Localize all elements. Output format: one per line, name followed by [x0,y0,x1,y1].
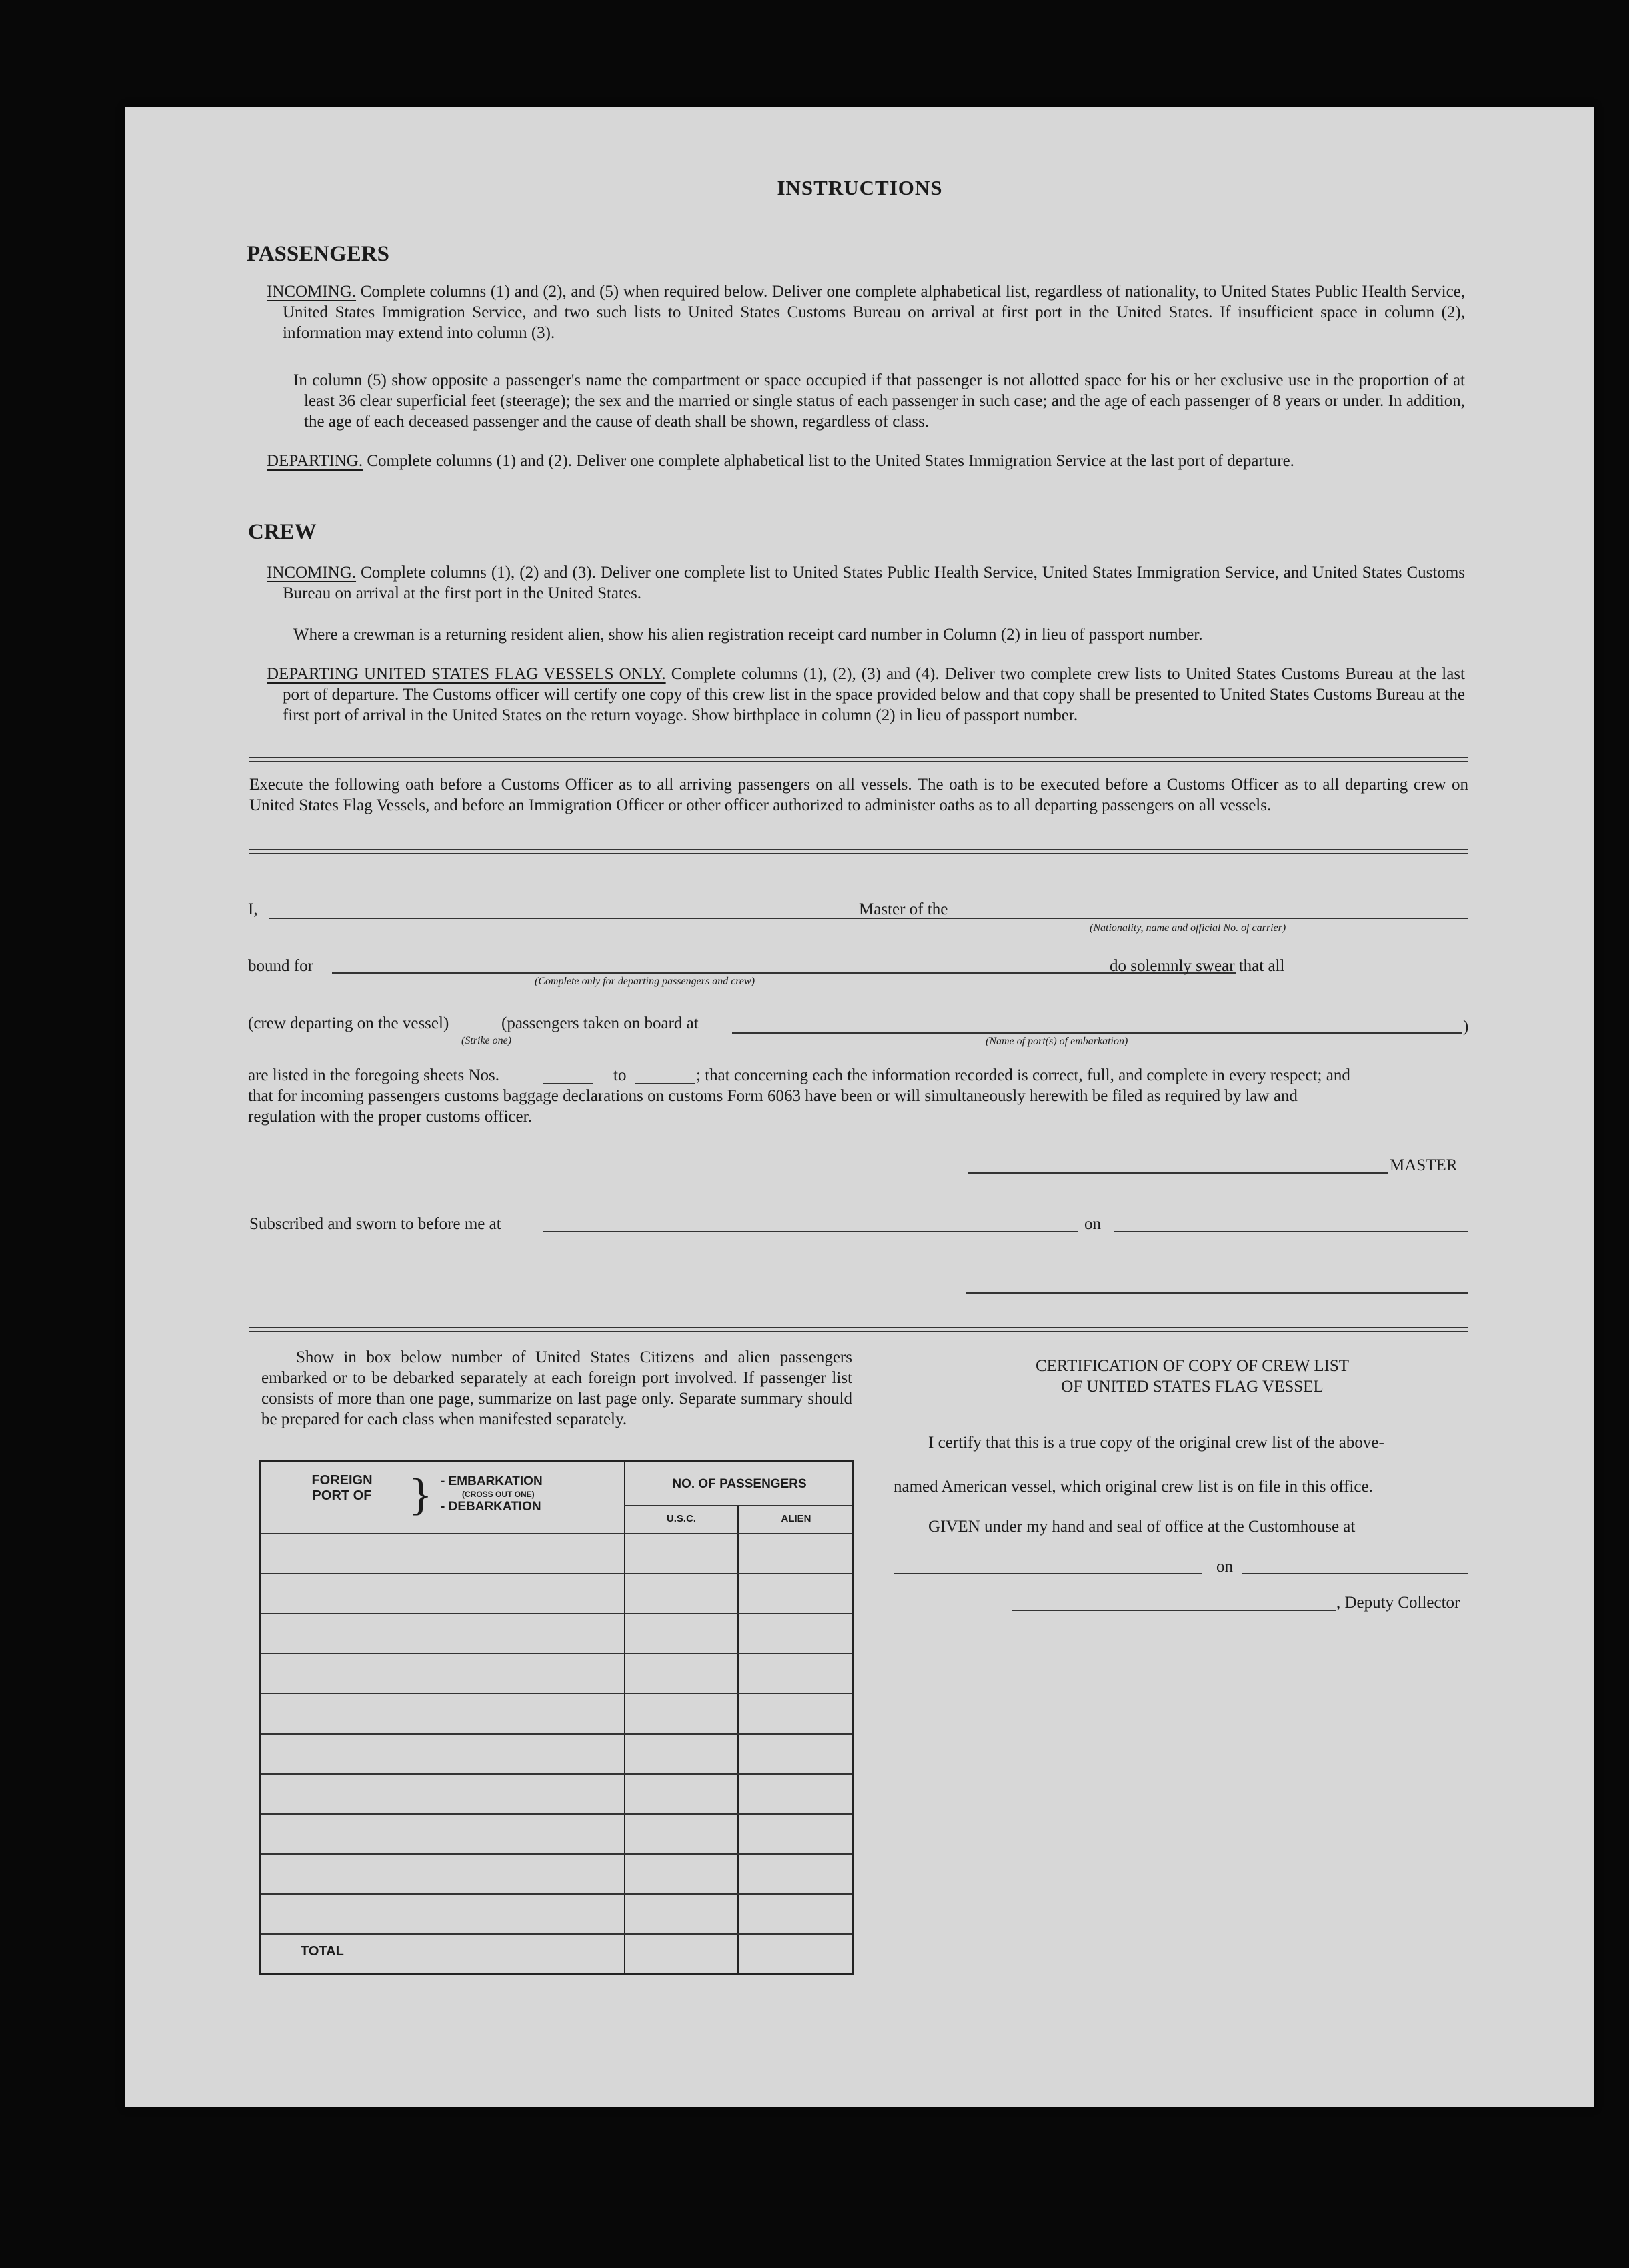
usc-header: U.S.C. [666,1513,697,1524]
crew-incoming-text: Complete columns (1), (2) and (3). Deliver one complete list to United States Public Health Service, United States Immigration Service, and United States Customs Bureau on arrival at the first port in the United States. [283,563,1466,602]
strike-one-note: (Strike one) [461,1035,512,1046]
oath-i-label: I, [248,900,258,918]
passengers-departing-text: Complete columns (1) and (2). Deliver one complete alphabetical list to the United States Immigration Service at the last port of departure. [367,452,1294,470]
table-divider [261,1613,852,1614]
passenger-summary-table [259,1460,854,1975]
close-paren: ) [1463,1018,1469,1036]
table-divider [261,1533,852,1534]
crew-alien-paragraph: Where a crewman is a returning resident alien, show his alien registration receipt card number in Column (2) in lieu of passport number. [293,626,1203,644]
table-divider [261,1733,852,1735]
divider-double [249,1327,1468,1332]
master-signature-line[interactable] [968,1172,1388,1174]
no-of-passengers-header: NO. OF PASSENGERS [672,1477,807,1491]
passengers-heading: PASSENGERS [247,242,389,266]
crew-heading: CREW [248,520,317,544]
bound-for-label: bound for [248,957,313,975]
document-page [125,107,1594,2107]
master-label: MASTER [1390,1156,1458,1174]
carrier-note: (Nationality, name and official No. of carrier) [1090,922,1286,934]
table-divider [261,1853,852,1855]
divider-double [249,757,1468,762]
table-divider [624,1462,625,1973]
passengers-departing-paragraph [267,451,1465,471]
carrier-line[interactable] [967,918,1468,919]
debarkation-header: - DEBARKATION [441,1500,541,1514]
table-divider [737,1505,739,1973]
bound-for-line[interactable] [332,972,1236,974]
oath-instructions: Execute the following oath before a Customs Officer as to all arriving passengers on all vessels. The oath is to be executed before a Customs Officer as to all departing crew on United States Flag Vessels, and before an Immigration Officer or other officer authorized to administer oaths as to all departing passengers on all vessels. [249,776,1468,814]
passengers-incoming-label: INCOMING. [267,283,357,301]
crew-departing-paragraph [267,664,1465,726]
sworn-date-line[interactable] [1114,1231,1468,1232]
listed-text-4: regulation with the proper customs officer. [248,1108,532,1126]
table-divider [261,1773,852,1775]
passengers-incoming-text: Complete columns (1) and (2), and (5) when required below. Deliver one complete alphabetical list, regardless of nationality, to United States Public Health Service, United States Immigration Service, and two such lists to United States Customs Bureau on arrival at first port in the United States. If insufficient space in column (2), information may extend into column (3). [283,283,1466,342]
passengers-taken-option: (passengers taken on board at [501,1014,699,1032]
table-divider [624,1505,852,1506]
crew-incoming-label: INCOMING. [267,563,357,582]
alien-header: ALIEN [781,1513,811,1524]
certify-line-2: named American vessel, which original crew list is on file in this office. [894,1478,1373,1496]
listed-to: to [613,1066,627,1084]
crew-departing-option: (crew departing on the vessel) [248,1014,449,1032]
cross-out-note: (CROSS OUT ONE) [462,1490,535,1499]
listed-text-2: ; that concerning each the information recorded is correct, full, and complete in every respect; and [696,1066,1350,1084]
table-divider [261,1693,852,1694]
deputy-collector-label: , Deputy Collector [1336,1594,1460,1612]
foreign-port-of-header: FOREIGN PORT OF [311,1473,373,1503]
table-divider [261,1653,852,1654]
total-row-label: TOTAL [301,1944,344,1959]
swear-label: do solemnly swear that all [1110,957,1285,975]
sheet-from-line[interactable] [543,1083,593,1084]
sworn-on-label: on [1084,1215,1101,1233]
complete-only-note: (Complete only for departing passengers and crew) [535,976,755,987]
ports-line[interactable] [732,1032,1462,1034]
passengers-departing-label: DEPARTING. [267,452,363,470]
customhouse-line[interactable] [894,1573,1202,1574]
listed-text-3: that for incoming passengers customs baggage declarations on customs Form 6063 have been or will simultaneously herewith be filed as required by law and [248,1087,1298,1105]
sheet-to-line[interactable] [635,1083,695,1084]
certification-date-line[interactable] [1242,1573,1468,1574]
officer-signature-line[interactable] [966,1292,1468,1294]
deputy-signature-line[interactable] [1012,1610,1336,1611]
embarkation-header: - EMBARKATION [441,1474,543,1488]
listed-text-1: are listed in the foregoing sheets Nos. [248,1066,499,1084]
divider-double [249,849,1468,854]
table-divider [261,1813,852,1815]
master-of-label: Master of the [859,900,948,918]
crew-departing-text: Complete columns (1), (2), (3) and (4). Deliver two complete crew lists to United States Customs Bureau at the last port of departure. The Customs officer will certify one copy of this crew list in the space provided below and that copy shall be presented to United States Customs Bureau at the first port of arrival in the United States on the return voyage. Show birthplace in column (2) in lieu of passport number. [283,665,1465,724]
table-divider [261,1573,852,1574]
table-divider [261,1893,852,1895]
certification-title-line1: CERTIFICATION OF COPY OF CREW LIST [1035,1357,1350,1375]
certify-line-1: I certify that this is a true copy of the original crew list of the above- [928,1434,1384,1452]
crew-incoming-paragraph [267,562,1465,604]
table-divider [261,1933,852,1935]
brace-glyph: } [409,1470,433,1520]
sworn-at-line[interactable] [543,1231,1078,1232]
subscribed-label: Subscribed and sworn to before me at [249,1215,501,1233]
page-title: INSTRUCTIONS [777,176,943,199]
summary-instructions: Show in box below number of United States Citizens and alien passengers embarked or to be debarked separately at each foreign port involved. If passenger list consists of more than one page, summarize on last page only. Separate summary should be prepared for each class when manifested separately. [261,1348,852,1428]
given-line: GIVEN under my hand and seal of office at the Customhouse at [928,1518,1356,1536]
passengers-column5-paragraph: In column (5) show opposite a passenger's name the compartment or space occupied if that passenger is not allotted space for his or her exclusive use in the proportion of at least 36 clear superficial feet (steerage); the sex and the married or single status of each passenger in such case; and the age of each passenger of 8 years or under. In addition, the age of each deceased passenger and the cause of death shall be shown, regardless of class. [293,371,1465,431]
passengers-incoming-paragraph [267,281,1465,343]
certification-on-label: on [1216,1558,1233,1576]
crew-departing-label: DEPARTING UNITED STATES FLAG VESSELS ONLY. [267,665,666,683]
ports-note: (Name of port(s) of embarkation) [986,1036,1128,1047]
certification-title-line2: OF UNITED STATES FLAG VESSEL [1061,1378,1324,1396]
